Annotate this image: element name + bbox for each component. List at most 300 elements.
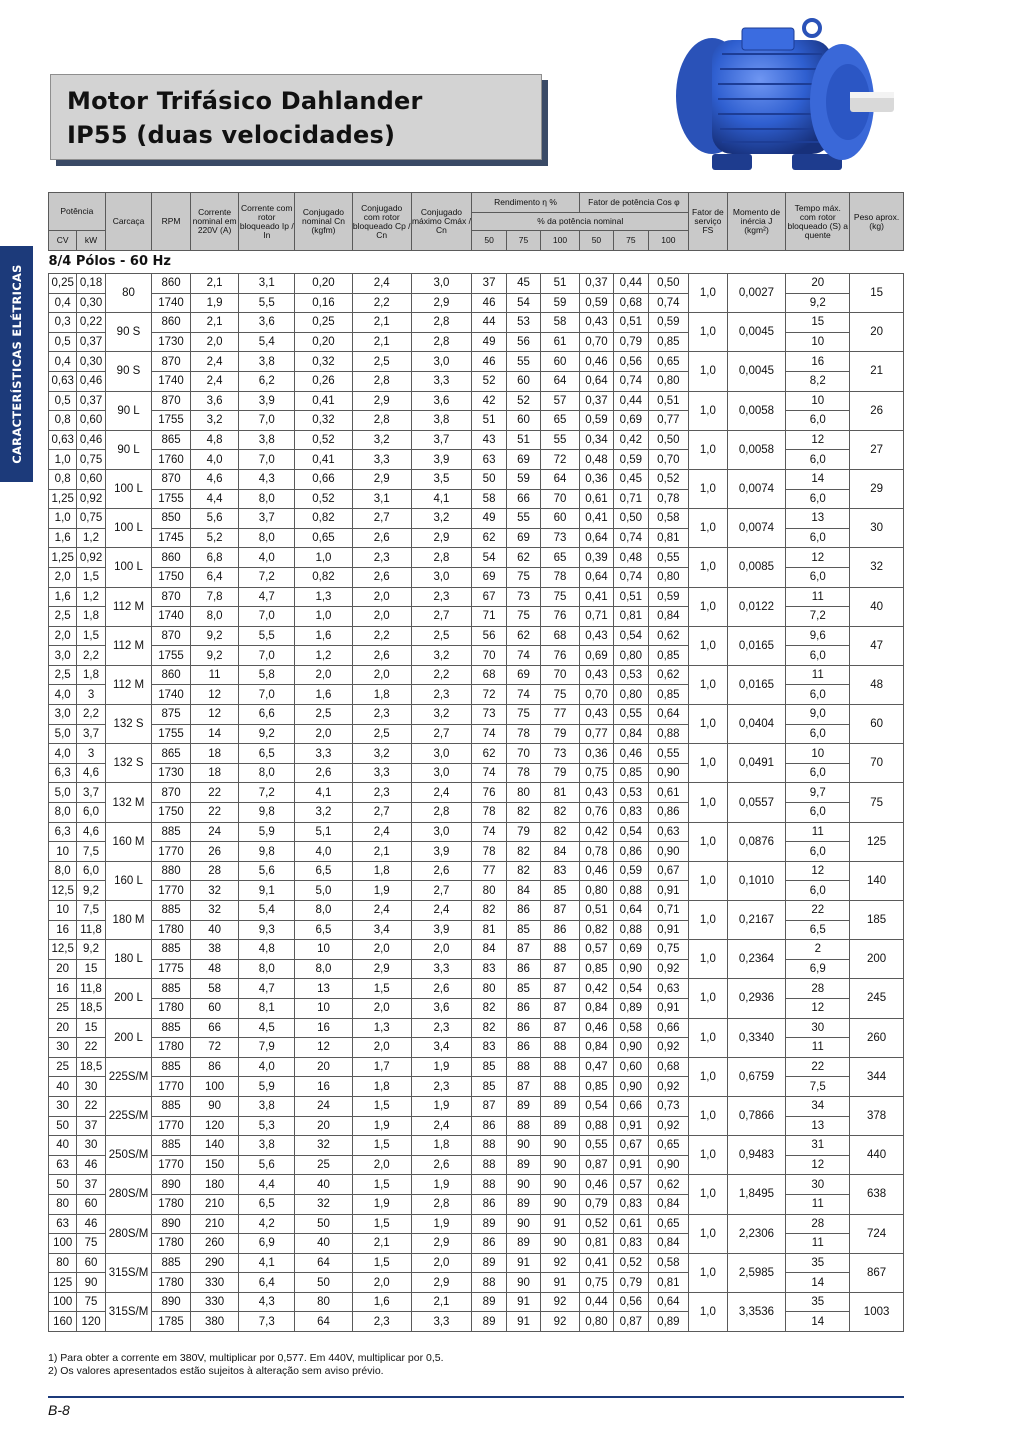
table-cell: 38 <box>190 940 239 960</box>
table-cell: 1750 <box>152 567 190 587</box>
table-cell: 0,83 <box>614 1234 648 1254</box>
table-cell: 1730 <box>152 763 190 783</box>
table-cell: 2,4 <box>352 274 411 294</box>
table-cell: 15 <box>786 313 850 333</box>
table-cell: 1,0 <box>689 1175 727 1214</box>
table-cell: 0,58 <box>648 509 689 529</box>
section-label: 8/4 Pólos - 60 Hz <box>48 254 171 269</box>
table-cell: 180 M <box>105 901 152 940</box>
table-cell: 2 <box>786 940 850 960</box>
table-cell: 2,4 <box>411 1116 472 1136</box>
table-cell: 73 <box>506 587 540 607</box>
table-cell: 0,43 <box>579 665 613 685</box>
table-cell: 40 <box>850 587 904 626</box>
table-cell: 30 <box>49 1038 77 1058</box>
table-cell: 92 <box>541 1253 579 1273</box>
table-cell: 56 <box>472 626 506 646</box>
table-cell: 11 <box>190 665 239 685</box>
table-cell: 42 <box>472 391 506 411</box>
table-cell: 84 <box>506 881 540 901</box>
table-cell: 0,82 <box>295 567 353 587</box>
table-cell: 1,9 <box>411 1096 472 1116</box>
table-cell: 91 <box>506 1292 540 1312</box>
table-cell: 0,51 <box>648 391 689 411</box>
table-cell: 1785 <box>152 1312 190 1332</box>
table-cell: 12 <box>786 1155 850 1175</box>
table-cell: 0,90 <box>648 842 689 862</box>
table-cell: 6,5 <box>239 1194 295 1214</box>
table-cell: 89 <box>506 1155 540 1175</box>
table-cell: 90 <box>77 1273 105 1293</box>
header-rend-50: 50 <box>472 231 506 251</box>
table-cell: 1740 <box>152 685 190 705</box>
table-cell: 60 <box>541 509 579 529</box>
table-cell: 1,6 <box>49 528 77 548</box>
table-cell: 2,2 <box>77 705 105 725</box>
table-cell: 87 <box>506 1077 540 1097</box>
table-cell: 860 <box>152 548 190 568</box>
table-cell: 380 <box>190 1312 239 1332</box>
table-cell: 61 <box>541 332 579 352</box>
table-cell: 9,2 <box>190 626 239 646</box>
table-cell: 62 <box>506 548 540 568</box>
table-cell: 1,2 <box>295 646 353 666</box>
table-cell: 0,55 <box>579 1136 613 1156</box>
table-cell: 2,5 <box>49 607 77 627</box>
table-cell: 70 <box>506 744 540 764</box>
table-cell: 0,62 <box>648 626 689 646</box>
table-cell: 4,3 <box>239 1292 295 1312</box>
table-cell: 200 L <box>105 979 152 1018</box>
motor-image <box>672 14 898 190</box>
table-cell: 8,0 <box>295 901 353 921</box>
table-cell: 91 <box>506 1312 540 1332</box>
table-cell: 63 <box>49 1214 77 1234</box>
table-row <box>49 352 904 372</box>
table-cell: 6,0 <box>786 685 850 705</box>
table-body <box>49 251 904 1332</box>
table-cell: 8,0 <box>239 763 295 783</box>
table-row <box>49 587 904 607</box>
table-cell: 880 <box>152 861 190 881</box>
table-cell: 6,4 <box>190 567 239 587</box>
table-cell: 0,18 <box>77 274 105 294</box>
table-cell: 52 <box>506 391 540 411</box>
table-cell: 0,90 <box>614 959 648 979</box>
table-cell: 0,66 <box>648 1018 689 1038</box>
table-cell: 1,3 <box>352 1018 411 1038</box>
table-cell: 2,4 <box>411 783 472 803</box>
table-cell: 88 <box>472 1175 506 1195</box>
table-cell: 24 <box>190 822 239 842</box>
table-cell: 0,66 <box>295 469 353 489</box>
table-cell: 1,9 <box>411 1057 472 1077</box>
table-cell: 2,1 <box>352 313 411 333</box>
table-cell: 1,9 <box>411 1214 472 1234</box>
table-cell: 0,64 <box>614 901 648 921</box>
table-cell: 90 <box>506 1175 540 1195</box>
table-cell: 1,5 <box>352 1096 411 1116</box>
table-cell: 1,5 <box>352 1253 411 1273</box>
table-cell: 10 <box>49 842 77 862</box>
table-cell: 225S/M <box>105 1057 152 1096</box>
table-cell: 85 <box>506 920 540 940</box>
header-rend-75: 75 <box>506 231 540 251</box>
table-cell: 2,2 <box>352 626 411 646</box>
table-cell: 2,9 <box>411 293 472 313</box>
table-cell: 0,60 <box>614 1057 648 1077</box>
header-momento-inercia: Momento de inércia J (kgm²) <box>727 193 786 251</box>
table-cell: 3,3 <box>411 1312 472 1332</box>
table-cell: 1,0 <box>689 1057 727 1096</box>
table-cell: 0,62 <box>648 665 689 685</box>
table-cell: 91 <box>506 1253 540 1273</box>
table-cell: 120 <box>190 1116 239 1136</box>
table-cell: 3,3 <box>411 959 472 979</box>
table-cell: 7,5 <box>77 842 105 862</box>
table-cell: 1,7 <box>352 1057 411 1077</box>
table-cell: 0,89 <box>614 998 648 1018</box>
table-cell: 64 <box>541 469 579 489</box>
table-cell: 75 <box>541 587 579 607</box>
table-cell: 344 <box>850 1057 904 1096</box>
table-cell: 0,75 <box>77 509 105 529</box>
table-cell: 0,9483 <box>727 1136 786 1175</box>
table-cell: 89 <box>472 1214 506 1234</box>
table-cell: 1,0 <box>689 509 727 548</box>
table-cell: 0,43 <box>579 783 613 803</box>
table-cell: 0,30 <box>77 293 105 313</box>
table-cell: 73 <box>541 528 579 548</box>
table-cell: 1,8 <box>352 1077 411 1097</box>
table-cell: 160 M <box>105 822 152 861</box>
table-cell: 860 <box>152 274 190 294</box>
table-cell: 1,8 <box>352 685 411 705</box>
table-cell: 2,1 <box>352 332 411 352</box>
table-cell: 0,80 <box>648 567 689 587</box>
table-cell: 0,92 <box>648 1077 689 1097</box>
table-cell: 88 <box>541 1077 579 1097</box>
table-row <box>49 548 904 568</box>
table-cell: 1740 <box>152 607 190 627</box>
table-cell: 14 <box>786 1312 850 1332</box>
table-cell: 0,52 <box>614 1253 648 1273</box>
table-cell: 0,52 <box>579 1214 613 1234</box>
table-cell: 2,6 <box>352 528 411 548</box>
table-cell: 0,65 <box>648 1214 689 1234</box>
table-cell: 378 <box>850 1096 904 1135</box>
footer-divider <box>48 1396 904 1398</box>
table-cell: 88 <box>541 1057 579 1077</box>
table-cell: 100 L <box>105 509 152 548</box>
table-cell: 0,91 <box>648 920 689 940</box>
table-cell: 6,3 <box>49 763 77 783</box>
table-cell: 1,0 <box>689 548 727 587</box>
table-cell: 82 <box>472 1018 506 1038</box>
table-cell: 1,0 <box>689 861 727 900</box>
table-cell: 1730 <box>152 332 190 352</box>
table-cell: 0,0058 <box>727 391 786 430</box>
table-cell: 0,46 <box>579 1175 613 1195</box>
table-cell: 1,0 <box>689 1018 727 1057</box>
table-cell: 86 <box>190 1057 239 1077</box>
table-cell: 51 <box>472 411 506 431</box>
table-cell: 1770 <box>152 1116 190 1136</box>
table-cell: 1,6 <box>295 626 353 646</box>
table-cell: 72 <box>541 450 579 470</box>
table-cell: 2,5 <box>295 705 353 725</box>
table-row <box>49 626 904 646</box>
table-cell: 13 <box>295 979 353 999</box>
table-cell: 0,53 <box>614 783 648 803</box>
table-cell: 0,46 <box>77 430 105 450</box>
table-cell: 1,8 <box>411 1136 472 1156</box>
header-cv: CV <box>49 231 77 251</box>
table-cell: 50 <box>49 1175 77 1195</box>
table-cell: 40 <box>49 1077 77 1097</box>
table-cell: 86 <box>472 1116 506 1136</box>
table-cell: 0,80 <box>579 881 613 901</box>
table-cell: 7,0 <box>239 685 295 705</box>
table-cell: 3,0 <box>49 705 77 725</box>
table-cell: 0,57 <box>579 940 613 960</box>
table-cell: 4,8 <box>239 940 295 960</box>
table-cell: 2,7 <box>411 724 472 744</box>
table-cell: 3,6 <box>239 313 295 333</box>
table-cell: 0,43 <box>579 626 613 646</box>
header-rpm: RPM <box>152 193 190 251</box>
table-cell: 22 <box>77 1038 105 1058</box>
table-cell: 245 <box>850 979 904 1018</box>
table-cell: 0,4 <box>49 293 77 313</box>
table-cell: 0,0045 <box>727 313 786 352</box>
table-cell: 1,0 <box>689 1096 727 1135</box>
table-cell: 74 <box>472 822 506 842</box>
table-cell: 6,0 <box>786 528 850 548</box>
table-cell: 112 M <box>105 587 152 626</box>
table-cell: 200 L <box>105 1018 152 1057</box>
table-cell: 60 <box>77 1253 105 1273</box>
table-cell: 1,0 <box>689 430 727 469</box>
table-cell: 180 L <box>105 940 152 979</box>
table-cell: 870 <box>152 469 190 489</box>
table-cell: 0,55 <box>648 744 689 764</box>
table-cell: 58 <box>190 979 239 999</box>
table-cell: 0,85 <box>614 763 648 783</box>
table-cell: 80 <box>506 783 540 803</box>
table-cell: 112 M <box>105 626 152 665</box>
table-cell: 48 <box>190 959 239 979</box>
table-cell: 0,59 <box>614 861 648 881</box>
table-cell: 0,65 <box>295 528 353 548</box>
table-cell: 724 <box>850 1214 904 1253</box>
table-cell: 31 <box>786 1136 850 1156</box>
table-cell: 40 <box>190 920 239 940</box>
table-cell: 84 <box>541 842 579 862</box>
table-cell: 2,0 <box>295 665 353 685</box>
table-cell: 25 <box>295 1155 353 1175</box>
table-cell: 79 <box>541 763 579 783</box>
table-cell: 0,61 <box>614 1214 648 1234</box>
table-cell: 2,8 <box>352 411 411 431</box>
table-cell: 0,68 <box>614 293 648 313</box>
table-cell: 78 <box>506 724 540 744</box>
table-cell: 12 <box>295 1038 353 1058</box>
table-cell: 0,59 <box>648 587 689 607</box>
table-cell: 0,55 <box>648 548 689 568</box>
table-cell: 9,7 <box>786 783 850 803</box>
table-cell: 0,89 <box>648 1312 689 1332</box>
table-cell: 2,6 <box>411 1155 472 1175</box>
table-cell: 0,0058 <box>727 430 786 469</box>
table-cell: 74 <box>472 724 506 744</box>
table-cell: 6,0 <box>786 450 850 470</box>
table-cell: 3,0 <box>411 274 472 294</box>
table-cell: 26 <box>190 842 239 862</box>
table-cell: 15 <box>77 959 105 979</box>
table-cell: 20 <box>786 274 850 294</box>
table-cell: 3,7 <box>77 783 105 803</box>
header-conjugado-maximo: Conjugado máximo Cmáx / Cn <box>411 193 472 251</box>
table-cell: 84 <box>472 940 506 960</box>
table-cell: 2,8 <box>411 1194 472 1214</box>
table-cell: 4,0 <box>239 548 295 568</box>
header-carcaca: Carcaça <box>105 193 152 251</box>
table-cell: 2,9 <box>352 469 411 489</box>
table-cell: 3,1 <box>352 489 411 509</box>
table-cell: 90 S <box>105 313 152 352</box>
table-cell: 1003 <box>850 1292 904 1331</box>
table-cell: 1755 <box>152 489 190 509</box>
table-cell: 0,80 <box>614 685 648 705</box>
table-cell: 0,84 <box>648 1194 689 1214</box>
table-cell: 86 <box>472 1194 506 1214</box>
table-cell: 0,3340 <box>727 1018 786 1057</box>
table-cell: 0,0404 <box>727 705 786 744</box>
table-cell: 12 <box>786 998 850 1018</box>
table-cell: 89 <box>472 1253 506 1273</box>
table-cell: 3,0 <box>411 822 472 842</box>
table-cell: 1740 <box>152 293 190 313</box>
table-cell: 0,74 <box>614 567 648 587</box>
table-cell: 160 L <box>105 861 152 900</box>
table-row <box>49 744 904 764</box>
footnotes <box>48 1352 444 1378</box>
table-cell: 1,0 <box>689 940 727 979</box>
table-cell: 1,0 <box>689 979 727 1018</box>
table-cell: 47 <box>850 626 904 665</box>
table-cell: 0,82 <box>579 920 613 940</box>
table-cell: 1780 <box>152 920 190 940</box>
table-cell: 76 <box>541 646 579 666</box>
table-cell: 330 <box>190 1292 239 1312</box>
table-cell: 0,84 <box>648 607 689 627</box>
table-cell: 6,0 <box>786 842 850 862</box>
table-cell: 3,0 <box>411 352 472 372</box>
table-cell: 1,0 <box>689 626 727 665</box>
table-cell: 43 <box>472 430 506 450</box>
table-cell: 4,0 <box>295 842 353 862</box>
table-cell: 185 <box>850 901 904 940</box>
table-cell: 2,0 <box>352 1273 411 1293</box>
table-cell: 0,0045 <box>727 352 786 391</box>
table-cell: 81 <box>472 920 506 940</box>
table-cell: 2,6 <box>352 567 411 587</box>
table-cell: 35 <box>786 1253 850 1273</box>
table-cell: 0,51 <box>614 313 648 333</box>
table-cell: 0,82 <box>295 509 353 529</box>
table-cell: 1,6 <box>352 1292 411 1312</box>
table-cell: 0,25 <box>49 274 77 294</box>
table-cell: 3,2 <box>295 803 353 823</box>
table-cell: 90 <box>541 1194 579 1214</box>
table-cell: 51 <box>506 430 540 450</box>
table-cell: 885 <box>152 822 190 842</box>
table-cell: 0,88 <box>614 920 648 940</box>
table-cell: 32 <box>295 1194 353 1214</box>
table-cell: 3,8 <box>239 1136 295 1156</box>
table-cell: 3,9 <box>411 842 472 862</box>
table-cell: 3,3536 <box>727 1292 786 1331</box>
table-cell: 11 <box>786 1194 850 1214</box>
table-cell: 0,88 <box>579 1116 613 1136</box>
table-cell: 315S/M <box>105 1253 152 1292</box>
table-cell: 0,39 <box>579 548 613 568</box>
table-cell: 50 <box>295 1273 353 1293</box>
table-cell: 2,4 <box>411 901 472 921</box>
table-cell: 1,9 <box>190 293 239 313</box>
table-cell: 80 <box>295 1292 353 1312</box>
table-cell: 2,9 <box>411 1273 472 1293</box>
table-cell: 870 <box>152 626 190 646</box>
table-cell: 6,5 <box>786 920 850 940</box>
table-cell: 150 <box>190 1155 239 1175</box>
table-cell: 0,7866 <box>727 1096 786 1135</box>
table-cell: 11 <box>786 822 850 842</box>
table-cell: 3,8 <box>239 352 295 372</box>
table-cell: 7,2 <box>786 607 850 627</box>
table-row <box>49 1057 904 1077</box>
table-cell: 58 <box>472 489 506 509</box>
table-cell: 90 <box>506 1214 540 1234</box>
table-cell: 82 <box>506 861 540 881</box>
table-cell: 65 <box>541 548 579 568</box>
table-cell: 2,0 <box>411 1253 472 1273</box>
table-cell: 90 <box>541 1234 579 1254</box>
table-cell: 0,0876 <box>727 822 786 861</box>
table-cell: 72 <box>472 685 506 705</box>
table-cell: 90 L <box>105 430 152 469</box>
table-cell: 0,83 <box>614 803 648 823</box>
table-cell: 885 <box>152 940 190 960</box>
table-cell: 3 <box>77 744 105 764</box>
table-cell: 3,6 <box>411 998 472 1018</box>
table-cell: 3,5 <box>411 469 472 489</box>
table-cell: 62 <box>472 744 506 764</box>
table-cell: 0,2364 <box>727 940 786 979</box>
table-cell: 86 <box>506 959 540 979</box>
table-cell: 0,54 <box>614 979 648 999</box>
table-row <box>49 1136 904 1156</box>
table-cell: 11 <box>786 587 850 607</box>
table-cell: 91 <box>541 1214 579 1234</box>
table-cell: 2,7 <box>352 803 411 823</box>
table-cell: 87 <box>541 979 579 999</box>
table-row <box>49 1214 904 1234</box>
table-cell: 37 <box>77 1175 105 1195</box>
header-potencia: Potência <box>49 193 106 231</box>
table-cell: 1,6 <box>295 685 353 705</box>
